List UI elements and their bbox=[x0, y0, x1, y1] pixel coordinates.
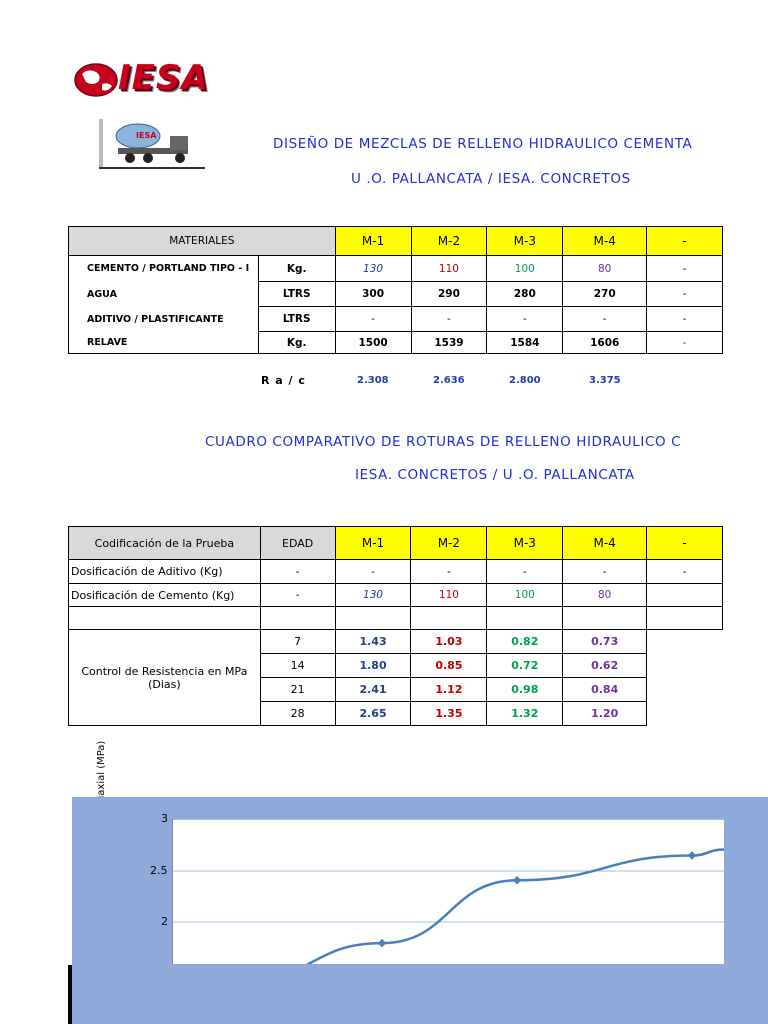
unit-cemento: Kg. bbox=[258, 256, 335, 282]
blank-cell bbox=[335, 607, 411, 630]
data-point-m1-28 bbox=[688, 851, 696, 859]
edad-14: 14 bbox=[260, 654, 335, 678]
unit-relave: Kg. bbox=[258, 332, 335, 354]
header-m4: M-4 bbox=[563, 227, 647, 256]
header-materiales: MATERIALES bbox=[69, 227, 336, 256]
resistance-table bbox=[68, 526, 723, 726]
header2-m2: M-2 bbox=[411, 527, 487, 560]
chart-svg bbox=[172, 819, 724, 964]
cemento-m2: 110 bbox=[411, 256, 487, 282]
y-tick-3: 3 bbox=[161, 812, 168, 825]
material-aditivo: ADITIVO / PLASTIFICANTE bbox=[69, 307, 259, 332]
r7-m2: 1.03 bbox=[411, 630, 487, 654]
dos-aditivo-m1: - bbox=[335, 560, 411, 584]
header2-m3: M-3 bbox=[487, 527, 563, 560]
title-diseno: DISEÑO DE MEZCLAS DE RELLENO HIDRAULICO CEMENTA bbox=[273, 136, 693, 152]
agua-m2: 290 bbox=[411, 282, 487, 307]
ratio-m1: 2.308 bbox=[357, 375, 389, 386]
material-agua: AGUA bbox=[69, 282, 259, 307]
data-point-m1-14 bbox=[378, 939, 386, 947]
cemento-m3: 100 bbox=[487, 256, 563, 282]
header-m3: M-3 bbox=[487, 227, 563, 256]
blank-cell bbox=[260, 607, 335, 630]
blank-cell bbox=[647, 607, 723, 630]
header-dash: - bbox=[647, 227, 723, 256]
relave-m4: 1606 bbox=[563, 332, 647, 354]
unit-aditivo: LTRS bbox=[258, 307, 335, 332]
table-row bbox=[69, 607, 723, 630]
cemento-extra: - bbox=[647, 256, 723, 282]
material-cemento: CEMENTO / PORTLAND TIPO - I bbox=[69, 256, 259, 282]
blank-cell bbox=[69, 607, 261, 630]
header-m1: M-1 bbox=[335, 227, 411, 256]
aditivo-extra: - bbox=[647, 307, 723, 332]
concrete-truck-icon bbox=[98, 118, 206, 170]
aditivo-m1: - bbox=[335, 307, 411, 332]
cemento-m1: 130 bbox=[335, 256, 411, 282]
r7-m3: 0.82 bbox=[487, 630, 563, 654]
resistance-header-row bbox=[69, 527, 723, 560]
r14-m1: 1.80 bbox=[335, 654, 411, 678]
dos-aditivo-extra: - bbox=[647, 560, 723, 584]
relave-m3: 1584 bbox=[487, 332, 563, 354]
header2-m4: M-4 bbox=[563, 527, 647, 560]
header-m2: M-2 bbox=[411, 227, 487, 256]
relave-extra: - bbox=[647, 332, 723, 354]
edad-28: 28 bbox=[260, 702, 335, 726]
header-codificacion: Codificación de la Prueba bbox=[69, 527, 261, 560]
dos-cemento-extra bbox=[647, 584, 723, 607]
ratio-m4: 3.375 bbox=[589, 375, 621, 386]
aditivo-m3: - bbox=[487, 307, 563, 332]
ratio-label: R a / c bbox=[261, 374, 306, 387]
unit-agua: LTRS bbox=[258, 282, 335, 307]
table-row bbox=[69, 560, 723, 584]
cemento-m4: 80 bbox=[563, 256, 647, 282]
dos-cemento-m2: 110 bbox=[411, 584, 487, 607]
blank-cell bbox=[487, 607, 563, 630]
header2-m1: M-1 bbox=[335, 527, 411, 560]
dos-aditivo-m4: - bbox=[563, 560, 647, 584]
aditivo-edad: - bbox=[260, 560, 335, 584]
table-row bbox=[69, 584, 723, 607]
ratio-m2: 2.636 bbox=[433, 375, 465, 386]
dos-cemento-m1: 130 bbox=[335, 584, 411, 607]
r21-m1: 2.41 bbox=[335, 678, 411, 702]
header2-dash: - bbox=[647, 527, 723, 560]
dos-aditivo-m2: - bbox=[411, 560, 487, 584]
iesa-logo bbox=[74, 58, 240, 98]
agua-m4: 270 bbox=[563, 282, 647, 307]
aditivo-m2: - bbox=[411, 307, 487, 332]
blank-cell bbox=[647, 630, 723, 726]
dos-cemento-m4: 80 bbox=[563, 584, 647, 607]
r7-m4: 0.73 bbox=[563, 630, 647, 654]
plot-area bbox=[172, 819, 724, 964]
table-row bbox=[69, 256, 723, 282]
dos-cemento-m3: 100 bbox=[487, 584, 563, 607]
edad-7: 7 bbox=[260, 630, 335, 654]
dos-aditivo-m3: - bbox=[487, 560, 563, 584]
table-row bbox=[69, 307, 723, 332]
agua-m3: 280 bbox=[487, 282, 563, 307]
cemento-edad: - bbox=[260, 584, 335, 607]
ratio-m3: 2.800 bbox=[509, 375, 541, 386]
materials-header-row bbox=[69, 227, 723, 256]
control-label: Control de Resistencia en MPa (Dias) bbox=[69, 630, 261, 726]
r28-m4: 1.20 bbox=[563, 702, 647, 726]
cemento-label: Dosificación de Cemento (Kg) bbox=[69, 584, 261, 607]
header-edad: EDAD bbox=[260, 527, 335, 560]
svg-text:IESA: IESA bbox=[136, 131, 157, 140]
chart-edge bbox=[68, 965, 72, 1024]
r7-m1: 1.43 bbox=[335, 630, 411, 654]
blank-cell bbox=[563, 607, 647, 630]
logo-text: IESA bbox=[118, 58, 209, 98]
table-row bbox=[69, 282, 723, 307]
r14-m3: 0.72 bbox=[487, 654, 563, 678]
y-tick-2: 2 bbox=[161, 915, 168, 928]
blank-cell bbox=[411, 607, 487, 630]
r21-m2: 1.12 bbox=[411, 678, 487, 702]
globe-logo-icon bbox=[74, 62, 118, 98]
table-row bbox=[69, 332, 723, 354]
aditivo-m4: - bbox=[563, 307, 647, 332]
r28-m3: 1.32 bbox=[487, 702, 563, 726]
agua-m1: 300 bbox=[335, 282, 411, 307]
data-point-m1-21 bbox=[513, 876, 521, 884]
table-row bbox=[69, 630, 723, 654]
agua-extra: - bbox=[647, 282, 723, 307]
r21-m4: 0.84 bbox=[563, 678, 647, 702]
relave-m1: 1500 bbox=[335, 332, 411, 354]
subtitle-pallancata: U .O. PALLANCATA / IESA. CONCRETOS bbox=[351, 171, 631, 187]
series-line-m1 bbox=[242, 850, 724, 964]
relave-m2: 1539 bbox=[411, 332, 487, 354]
r28-m2: 1.35 bbox=[411, 702, 487, 726]
materials-table bbox=[68, 226, 723, 354]
r28-m1: 2.65 bbox=[335, 702, 411, 726]
title-cuadro: CUADRO COMPARATIVO DE ROTURAS DE RELLENO HIDRAULICO C bbox=[205, 434, 682, 450]
r21-m3: 0.98 bbox=[487, 678, 563, 702]
subtitle-iesa: IESA. CONCRETOS / U .O. PALLANCATA bbox=[355, 467, 635, 483]
aditivo-label: Dosificación de Aditivo (Kg) bbox=[69, 560, 261, 584]
r14-m2: 0.85 bbox=[411, 654, 487, 678]
edad-21: 21 bbox=[260, 678, 335, 702]
material-relave: RELAVE bbox=[69, 332, 259, 354]
y-tick-2-5: 2.5 bbox=[150, 864, 168, 877]
r14-m4: 0.62 bbox=[563, 654, 647, 678]
